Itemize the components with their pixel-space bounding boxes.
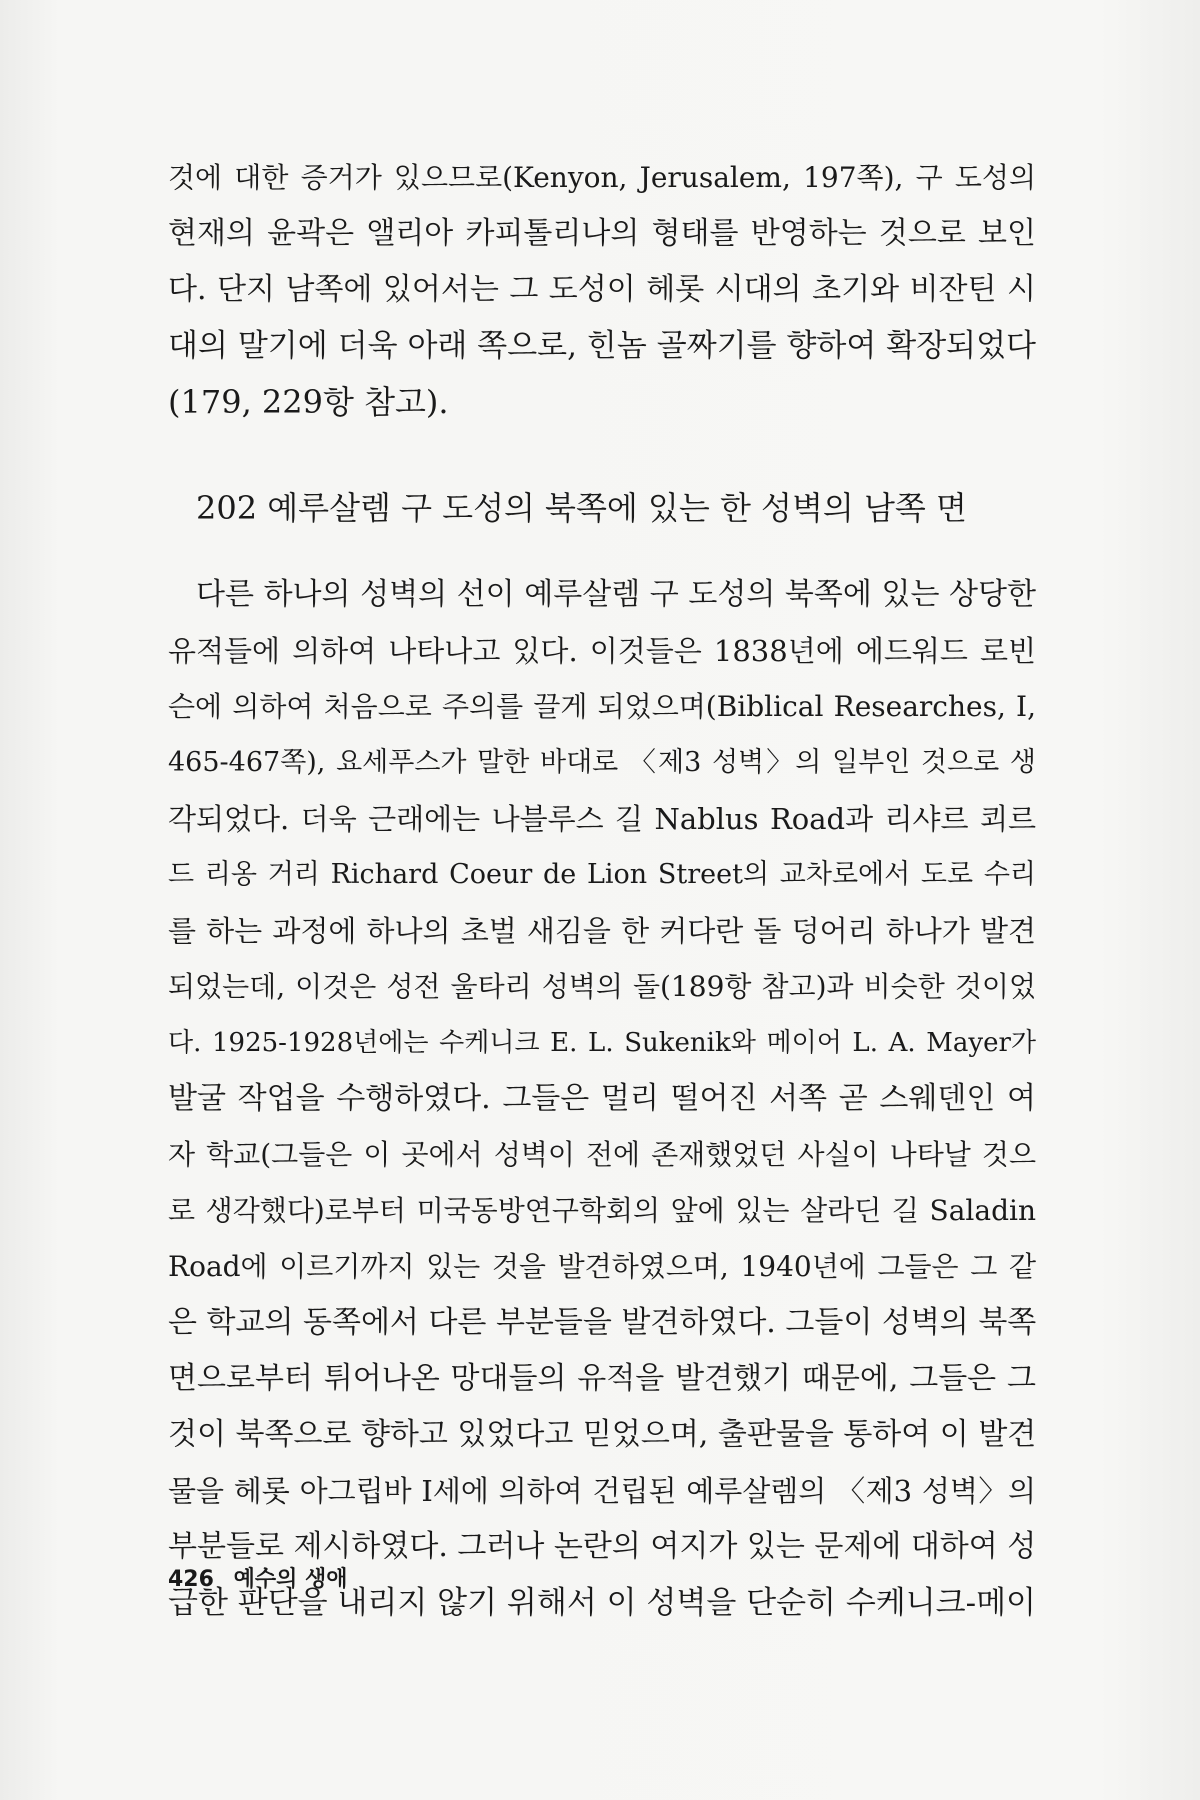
- page-footer: [168, 1565, 348, 1595]
- text-line: 급한 판단을 내리지 않기 위해서 이 성벽을 단순히 수케니크-메이: [168, 1585, 1036, 1621]
- text-line: 발굴 작업을 수행하였다. 그들은 멀리 떨어진 서쪽 곧 스웨덴인 여: [168, 1081, 1036, 1116]
- text-line: 대의 말기에 더욱 아래 쪽으로, 힌놈 골짜기를 향하여 확장되었다: [168, 328, 1036, 364]
- text-line: 로 생각했다)로부터 미국동방연구학회의 앞에 있는 살라딘 길 Saladin: [168, 1194, 1036, 1227]
- text-line: 다른 하나의 성벽의 선이 예루살렘 구 도성의 북쪽에 있는 상당한: [196, 577, 1036, 612]
- text-line: Road에 이르기까지 있는 것을 발견하였으며, 1940년에 그들은 그 같: [168, 1250, 1036, 1283]
- text-line: 것에 대한 증거가 있으므로(Kenyon, Jerusalem, 197쪽), 구 도성의: [168, 161, 1036, 194]
- text-line: 면으로부터 튀어나온 망대들의 유적을 발견했기 때문에, 그들은 그: [168, 1361, 1036, 1396]
- text-line: 물을 헤롯 아그립바 I세에 의하여 건립된 예루살렘의 〈제3 성벽〉의: [168, 1474, 1036, 1508]
- text-line: (179, 229항 참고).: [168, 383, 449, 421]
- text-line: 465-467쪽), 요세푸스가 말한 바대로 〈제3 성벽〉의 일부인 것으로 생: [168, 747, 1036, 778]
- page-number: 426: [168, 1567, 214, 1592]
- text-line: 유적들에 의하여 나타나고 있다. 이것들은 1838년에 에드워드 로빈: [168, 634, 1036, 668]
- text-line: 각되었다. 더욱 근래에는 나블루스 길 Nablus Road과 리샤르 쾨르: [168, 802, 1036, 836]
- text-line: 드 리옹 거리 Richard Coeur de Lion Street의 교차로에서 도로 수리: [168, 859, 1036, 890]
- intro-paragraph: [168, 150, 1036, 430]
- text-line: 은 학교의 동쪽에서 다른 부분들을 발견하였다. 그들이 성벽의 북쪽: [168, 1305, 1037, 1340]
- text-line: 다. 단지 남쪽에 있어서는 그 도성이 헤롯 시대의 초기와 비잔틴 시: [168, 272, 1036, 307]
- text-line: 다. 1925-1928년에는 수케니크 E. L. Sukenik와 메이어 L. A. Mayer가: [168, 1028, 1036, 1058]
- text-line: 것이 북쪽으로 향하고 있었다고 믿었으며, 출판물을 통하여 이 발견: [168, 1417, 1037, 1452]
- text-line: 부분들로 제시하였다. 그러나 논란의 여지가 있는 문제에 대하여 성: [168, 1529, 1037, 1564]
- text-line: 를 하는 과정에 하나의 초벌 새김을 한 커다란 돌 덩어리 하나가 발견: [168, 914, 1036, 948]
- text-line: 자 학교(그들은 이 곳에서 성벽이 전에 존재했었던 사실이 나타날 것으: [168, 1138, 1036, 1171]
- text-line: 슨에 의하여 처음으로 주의를 끌게 되었으며(Biblical Researches, I,: [168, 690, 1036, 723]
- running-title: 예수의 생애: [233, 1567, 348, 1592]
- body-paragraph: [168, 567, 1036, 1631]
- text-line: 현재의 윤곽은 앨리아 카피톨리나의 형태를 반영하는 것으로 보인: [168, 216, 1036, 251]
- section-heading: 202 예루살렘 구 도성의 북쪽에 있는 한 성벽의 남쪽 면: [196, 489, 967, 527]
- text-line: 되었는데, 이것은 성전 울타리 성벽의 돌(189항 참고)과 비슷한 것이었: [168, 970, 1036, 1003]
